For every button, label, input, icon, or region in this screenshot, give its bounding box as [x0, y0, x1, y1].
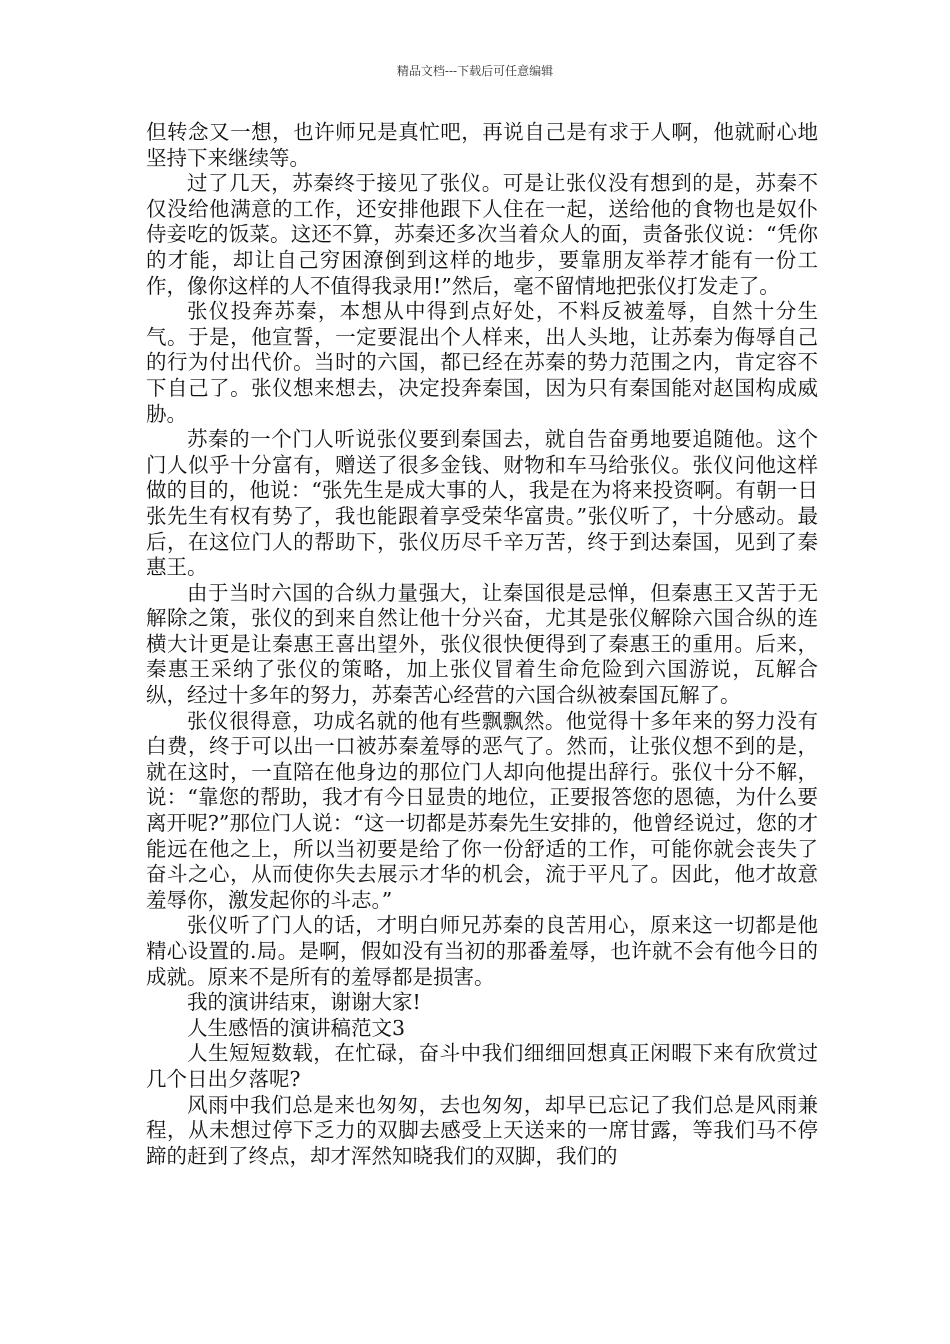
paragraph: 张仪很得意，功成名就的他有些飘飘然。他觉得十多年来的努力没有白费，终于可以出一口被苏秦羞辱的恶气了。然而，让张仪想不到的是，就在这时，一直陪在他身边的那位门人却向他提出辞行。张仪十分不解，说：“靠您的帮助，我才有今日显贵的地位，正要报答您的恩德，为什么要离开呢?”那位门人说：“这一切都是苏秦先生安排的，他曾经说过，您的才能远在他之上，所以当初要是给了你一份舒适的工作，可能你就会丧失了奋斗之心，从而使你失去展示才华的机会，流于平凡了。因此，他才故意羞辱你，激发起你的斗志。”	[146, 708, 818, 912]
paragraph: 张仪投奔苏秦，本想从中得到点好处，不料反被羞辱，自然十分生气。于是，他宣誓，一定要混出个人样来，出人头地，让苏秦为侮辱自己的行为付出代价。当时的六国，都已经在苏秦的势力范围之内，肯定容不下自己了。张仪想来想去，决定投奔秦国，因为只有秦国能对赵国构成威胁。	[146, 299, 818, 426]
document-body	[146, 120, 818, 1169]
page-header: 精品文档---下载后可任意编辑	[396, 64, 554, 78]
paragraph: 过了几天，苏秦终于接见了张仪。可是让张仪没有想到的是，苏秦不仅没给他满意的工作，还安排他跟下人住在一起，送给他的食物也是奴仆侍妾吃的饭菜。这还不算，苏秦还多次当着众人的面，责备张仪说：“凭你的才能，却让自己穷困潦倒到这样的地步，要靠朋友举荐才能有一份工作，像你这样的人不值得我录用!”然后，毫不留情地把张仪打发走了。	[146, 171, 818, 298]
paragraph: 苏秦的一个门人听说张仪要到秦国去，就自告奋勇地要追随他。这个门人似乎十分富有，赠送了很多金钱、财物和车马给张仪。张仪问他这样做的目的，他说：“张先生是成大事的人，我是在为将来投资啊。有朝一日张先生有权有势了，我也能跟着享受荣华富贵。”张仪听了，十分感动。最后，在这位门人的帮助下，张仪历尽千辛万苦，终于到达秦国，见到了秦惠王。	[146, 427, 818, 580]
section-title: 人生感悟的演讲稿范文3	[187, 1015, 406, 1040]
paragraph: 风雨中我们总是来也匆匆，去也匆匆，却早已忘记了我们总是风雨兼程，从未想过停下乏力的双脚去感受上天送来的一席甘露，等我们马不停蹄的赶到了终点，却才浑然知晓我们的双脚，我们的	[146, 1092, 818, 1168]
paragraph: 由于当时六国的合纵力量强大，让秦国很是忌惮，但秦惠王又苦于无解除之策，张仪的到来自然让他十分兴奋，尤其是张仪解除六国合纵的连横大计更是让秦惠王喜出望外，张仪很快便得到了秦惠王的重用。后来，秦惠王采纳了张仪的策略，加上张仪冒着生命危险到六国游说，瓦解合纵，经过十多年的努力，苏秦苦心经营的六国合纵被秦国瓦解了。	[146, 580, 818, 708]
closing-line: 我的演讲结束，谢谢大家!	[187, 990, 421, 1015]
paragraph: 人生短短数载，在忙碌，奋斗中我们细细回想真正闲暇下来有欣赏过几个日出夕落呢?	[146, 1041, 818, 1091]
paragraph: 但转念又一想，也许师兄是真忙吧，再说自己是有求于人啊，他就耐心地坚持下来继续等。	[146, 120, 818, 170]
paragraph: 张仪听了门人的话，才明白师兄苏秦的良苦用心，原来这一切都是他精心设置的.局。是啊，假如没有当初的那番羞辱，也许就不会有他今日的成就。原来不是所有的羞辱都是损害。	[146, 913, 818, 989]
